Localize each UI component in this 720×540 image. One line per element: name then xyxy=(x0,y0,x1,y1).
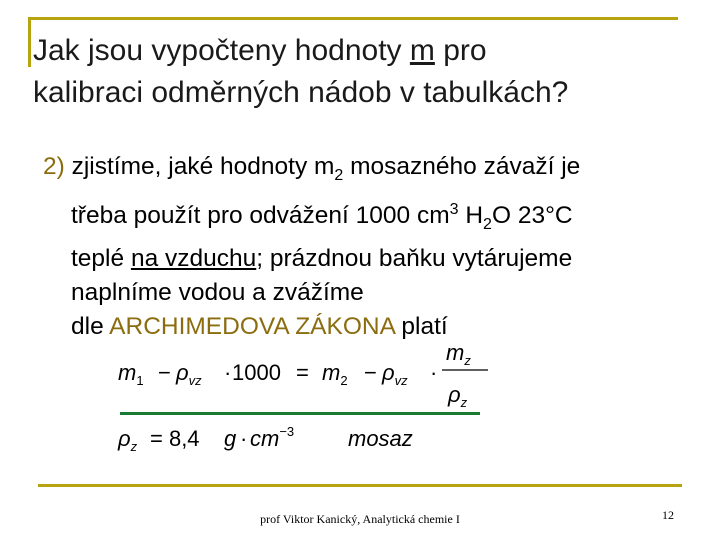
eq-rho-vz-2: vz xyxy=(394,373,408,388)
title-left-rule xyxy=(28,17,31,67)
eq-rho-z-2: ρ xyxy=(118,426,131,451)
svg-text:ρz xyxy=(117,426,138,454)
body-line-1 xyxy=(43,150,713,193)
eq-unit-exp: −3 xyxy=(279,424,295,439)
svg-text:m2 xyxy=(322,360,348,388)
equation-divider xyxy=(120,412,480,415)
eq-rho-z-2-sub: z xyxy=(130,439,138,454)
body-text: třeba použít pro odvážení 1000 cm xyxy=(71,202,450,230)
superscript: 3 xyxy=(449,200,459,218)
archimedes-equation xyxy=(110,338,510,468)
body-text: mosazného závaží je xyxy=(343,153,581,180)
eq-density-value: = 8,4 xyxy=(150,426,200,451)
footer-rule xyxy=(38,484,682,487)
footer-author: prof Viktor Kanický, Analytická chemie I xyxy=(260,512,460,526)
eq-dot-1: · xyxy=(224,360,232,385)
svg-text:mz xyxy=(446,340,471,368)
title-text: pro xyxy=(434,34,487,67)
underlined-text: na vzduchu xyxy=(130,244,257,272)
eq-unit-g: g xyxy=(224,426,237,451)
title-line-1 xyxy=(33,30,713,72)
body-text: ; prázdnou baňku vytárujeme xyxy=(256,244,573,272)
slide-title xyxy=(33,30,713,114)
eq-unit-cm: cm xyxy=(250,426,280,451)
eq-rho-z: ρ xyxy=(448,382,461,407)
eq-equals: = xyxy=(296,360,309,385)
body-text: H xyxy=(458,202,484,230)
eq-rho-1: ρ xyxy=(176,360,189,385)
eq-m2: m xyxy=(322,360,341,385)
eq-dot-3: · xyxy=(240,426,248,451)
eq-dot-2: · xyxy=(430,360,438,385)
svg-text:ρvz xyxy=(175,360,202,388)
eq-minus-2: − xyxy=(364,360,377,385)
subscript: 2 xyxy=(483,215,492,233)
eq-mz: m xyxy=(446,340,465,365)
body-text: zjistíme, jaké hodnoty m xyxy=(64,153,335,180)
title-top-rule xyxy=(28,17,678,20)
title-line-2: kalibraci odměrných nádob v tabulkách? xyxy=(33,76,569,109)
body-text: dle xyxy=(71,312,110,340)
item-number: 2) xyxy=(43,153,65,180)
body-text: platí xyxy=(394,312,448,340)
eq-m2-sub: 2 xyxy=(340,373,348,388)
subscript: 2 xyxy=(334,166,344,184)
eq-minus-1: − xyxy=(158,360,171,385)
body-text: O 23°C xyxy=(491,202,573,230)
title-underlined-m: m xyxy=(409,34,435,67)
title-text: Jak jsou vypočteny hodnoty xyxy=(33,34,410,67)
eq-rho-2: ρ xyxy=(382,360,395,385)
svg-text:ρvz xyxy=(381,360,408,388)
svg-text:ρz xyxy=(447,382,468,410)
eq-rho-vz-1: vz xyxy=(188,373,202,388)
body-line-4: naplníme vodou a zvážíme xyxy=(71,278,364,306)
eq-m1: m xyxy=(118,360,137,385)
archimedes-law-text: ARCHIMEDOVA ZÁKONA xyxy=(109,312,395,340)
svg-text:m1 xyxy=(118,360,144,388)
eq-rho-z-sub: z xyxy=(460,395,468,410)
eq-mosaz-label: mosaz xyxy=(348,426,413,451)
svg-text:cm−3 xyxy=(250,424,294,451)
eq-1000: 1000 xyxy=(232,360,281,385)
body-line-2 xyxy=(43,193,713,242)
eq-m1-sub: 1 xyxy=(136,373,144,388)
page-number: 12 xyxy=(662,508,674,522)
eq-mz-sub: z xyxy=(464,353,471,368)
body-text: teplé xyxy=(71,244,131,272)
body-line-3 xyxy=(43,242,713,276)
slide-body xyxy=(43,150,713,344)
